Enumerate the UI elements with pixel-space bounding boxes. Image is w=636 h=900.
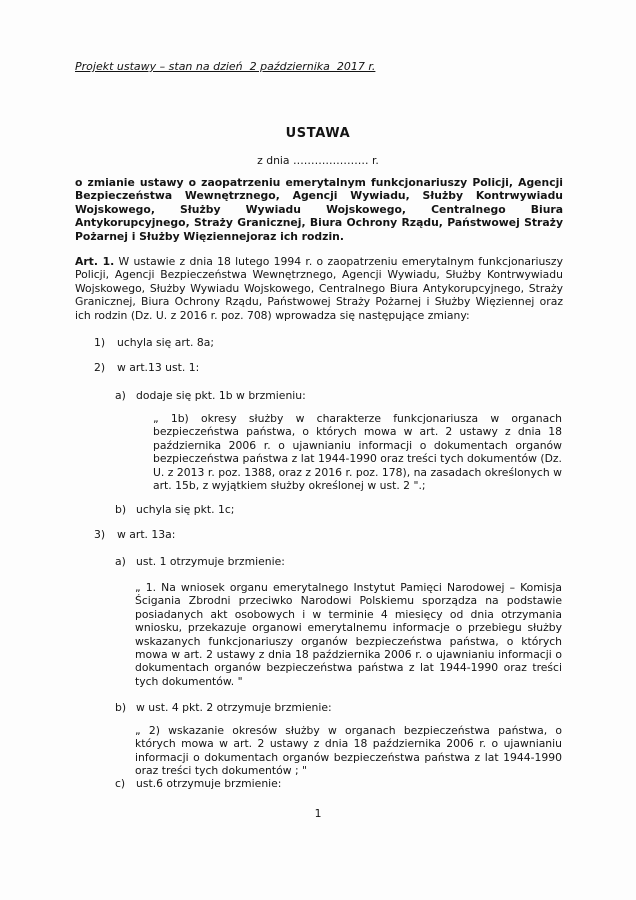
amendment-item-2-text: w art.13 ust. 1: (117, 361, 200, 374)
amendment-item-2 (94, 361, 564, 374)
amendment-item-3-text: w art. 13a: (117, 528, 176, 541)
amendment-item-3 (94, 528, 564, 541)
quoted-provision-ust-1: „ 1. Na wniosek organu emerytalnego Instytut Pamięci Narodowej – Komisja Ścigania Zbrodni przeciwko Narodowi Polskiemu sporządza na podstawie posiadanych akt osobowych i w terminie 4 miesięcy od dnia otrzymania wniosku, przekazuje organowi emerytalnemu informacje o przebiegu służby wskazanych funkcjonariuszy organów bezpieczeństwa państwa, o których mowa w art. 2 ustawy z dnia 18 października 2006 r. o ujawnianiu informacji o dokumentach organów bezpieczeństwa państwa z lat 1944-1990 oraz treści tych dokumentów. " (135, 581, 562, 688)
amendment-item-3a (115, 555, 564, 568)
page-number: 1 (314, 807, 322, 820)
article-1-text: W ustawie z dnia 18 lutego 1994 r. o zaopatrzeniu emerytalnym funkcjonariuszy Policji, Agencji Bezpieczeństwa Wewnętrznego, Agencji Wywiadu, Służby Kontrwywiadu Wojskowego, Służby Wywiadu Wojskowego, Centralnego Biura Antykorupcyjnego, Straży Granicznej, Biura Ochrony Rządu, Państwowej Straży Pożarnej i Służby Więziennej oraz ich rodzin (Dz. U. z 2016 r. poz. 708) wprowadza się następujące zmiany: (75, 255, 563, 322)
amendment-item-2b (115, 503, 564, 516)
amendment-item-1 (94, 336, 564, 349)
amendment-item-2a (115, 389, 564, 402)
article-1-label: Art. 1. (75, 255, 115, 268)
draft-status-note: Projekt ustawy – stan na dzień 2 października 2017 r. (75, 60, 376, 73)
document-title: USTAWA (285, 126, 351, 141)
amendment-item-2-number: 2) (94, 361, 106, 374)
amendment-item-3b (115, 701, 564, 714)
article-1-paragraph (75, 255, 563, 322)
amendment-item-3a-letter: a) (115, 555, 126, 568)
date-placeholder-line: z dnia ………………… r. (257, 154, 379, 167)
amendment-item-3c-text: ust.6 otrzymuje brzmienie: (136, 777, 282, 790)
amendment-item-2b-text: uchyla się pkt. 1c; (136, 503, 235, 516)
amendment-item-2a-text: dodaje się pkt. 1b w brzmieniu: (136, 389, 306, 402)
amendment-item-3a-text: ust. 1 otrzymuje brzmienie: (136, 555, 285, 568)
amendment-item-1-number: 1) (94, 336, 106, 349)
amendment-item-1-text: uchyla się art. 8a; (117, 336, 215, 349)
amendment-item-3b-text: w ust. 4 pkt. 2 otrzymuje brzmienie: (136, 701, 332, 714)
amendment-item-2a-letter: a) (115, 389, 126, 402)
quoted-provision-pkt-1b: „ 1b) okresy służby w charakterze funkcjonariusza w organach bezpieczeństwa państwa, o których mowa w art. 2 ustawy z dnia 18 października 2006 r. o ujawnianiu informacji o dokumentach organów bezpieczeństwa państwa z lat 1944-1990 oraz treści tych dokumentów (Dz. U. z 2013 r. poz. 1388, oraz z 2016 r. poz. 178), na zasadach określonych w art. 15b, z wyjątkiem służby określonej w ust. 2 ".; (153, 412, 562, 493)
quoted-provision-pkt-2: „ 2) wskazanie okresów służby w organach bezpieczeństwa państwa, o których mowa w art. 2 ustawy z dnia 18 października 2006 r. o ujawnianiu informacji o dokumentach organów bezpieczeństwa państwa z lat 1944-1990 oraz treści tych dokumentów ; " (135, 724, 562, 778)
amendment-item-2b-letter: b) (115, 503, 127, 516)
amendment-item-3c (115, 777, 564, 790)
amendment-item-3b-letter: b) (115, 701, 127, 714)
amendment-item-3-number: 3) (94, 528, 106, 541)
act-subject-paragraph: o zmianie ustawy o zaopatrzeniu emerytalnym funkcjonariuszy Policji, Agencji Bezpieczeństwa Wewnętrznego, Agencji Wywiadu, Służby Kontrwywiadu Wojskowego, Służby Wywiadu Wojskowego, Centralnego Biura Antykorupcyjnego, Straży Granicznej, Biura Ochrony Rządu, Państwowej Straży Pożarnej i Służby Więziennejoraz ich rodzin. (75, 176, 563, 243)
amendment-item-3c-letter: c) (115, 777, 126, 790)
